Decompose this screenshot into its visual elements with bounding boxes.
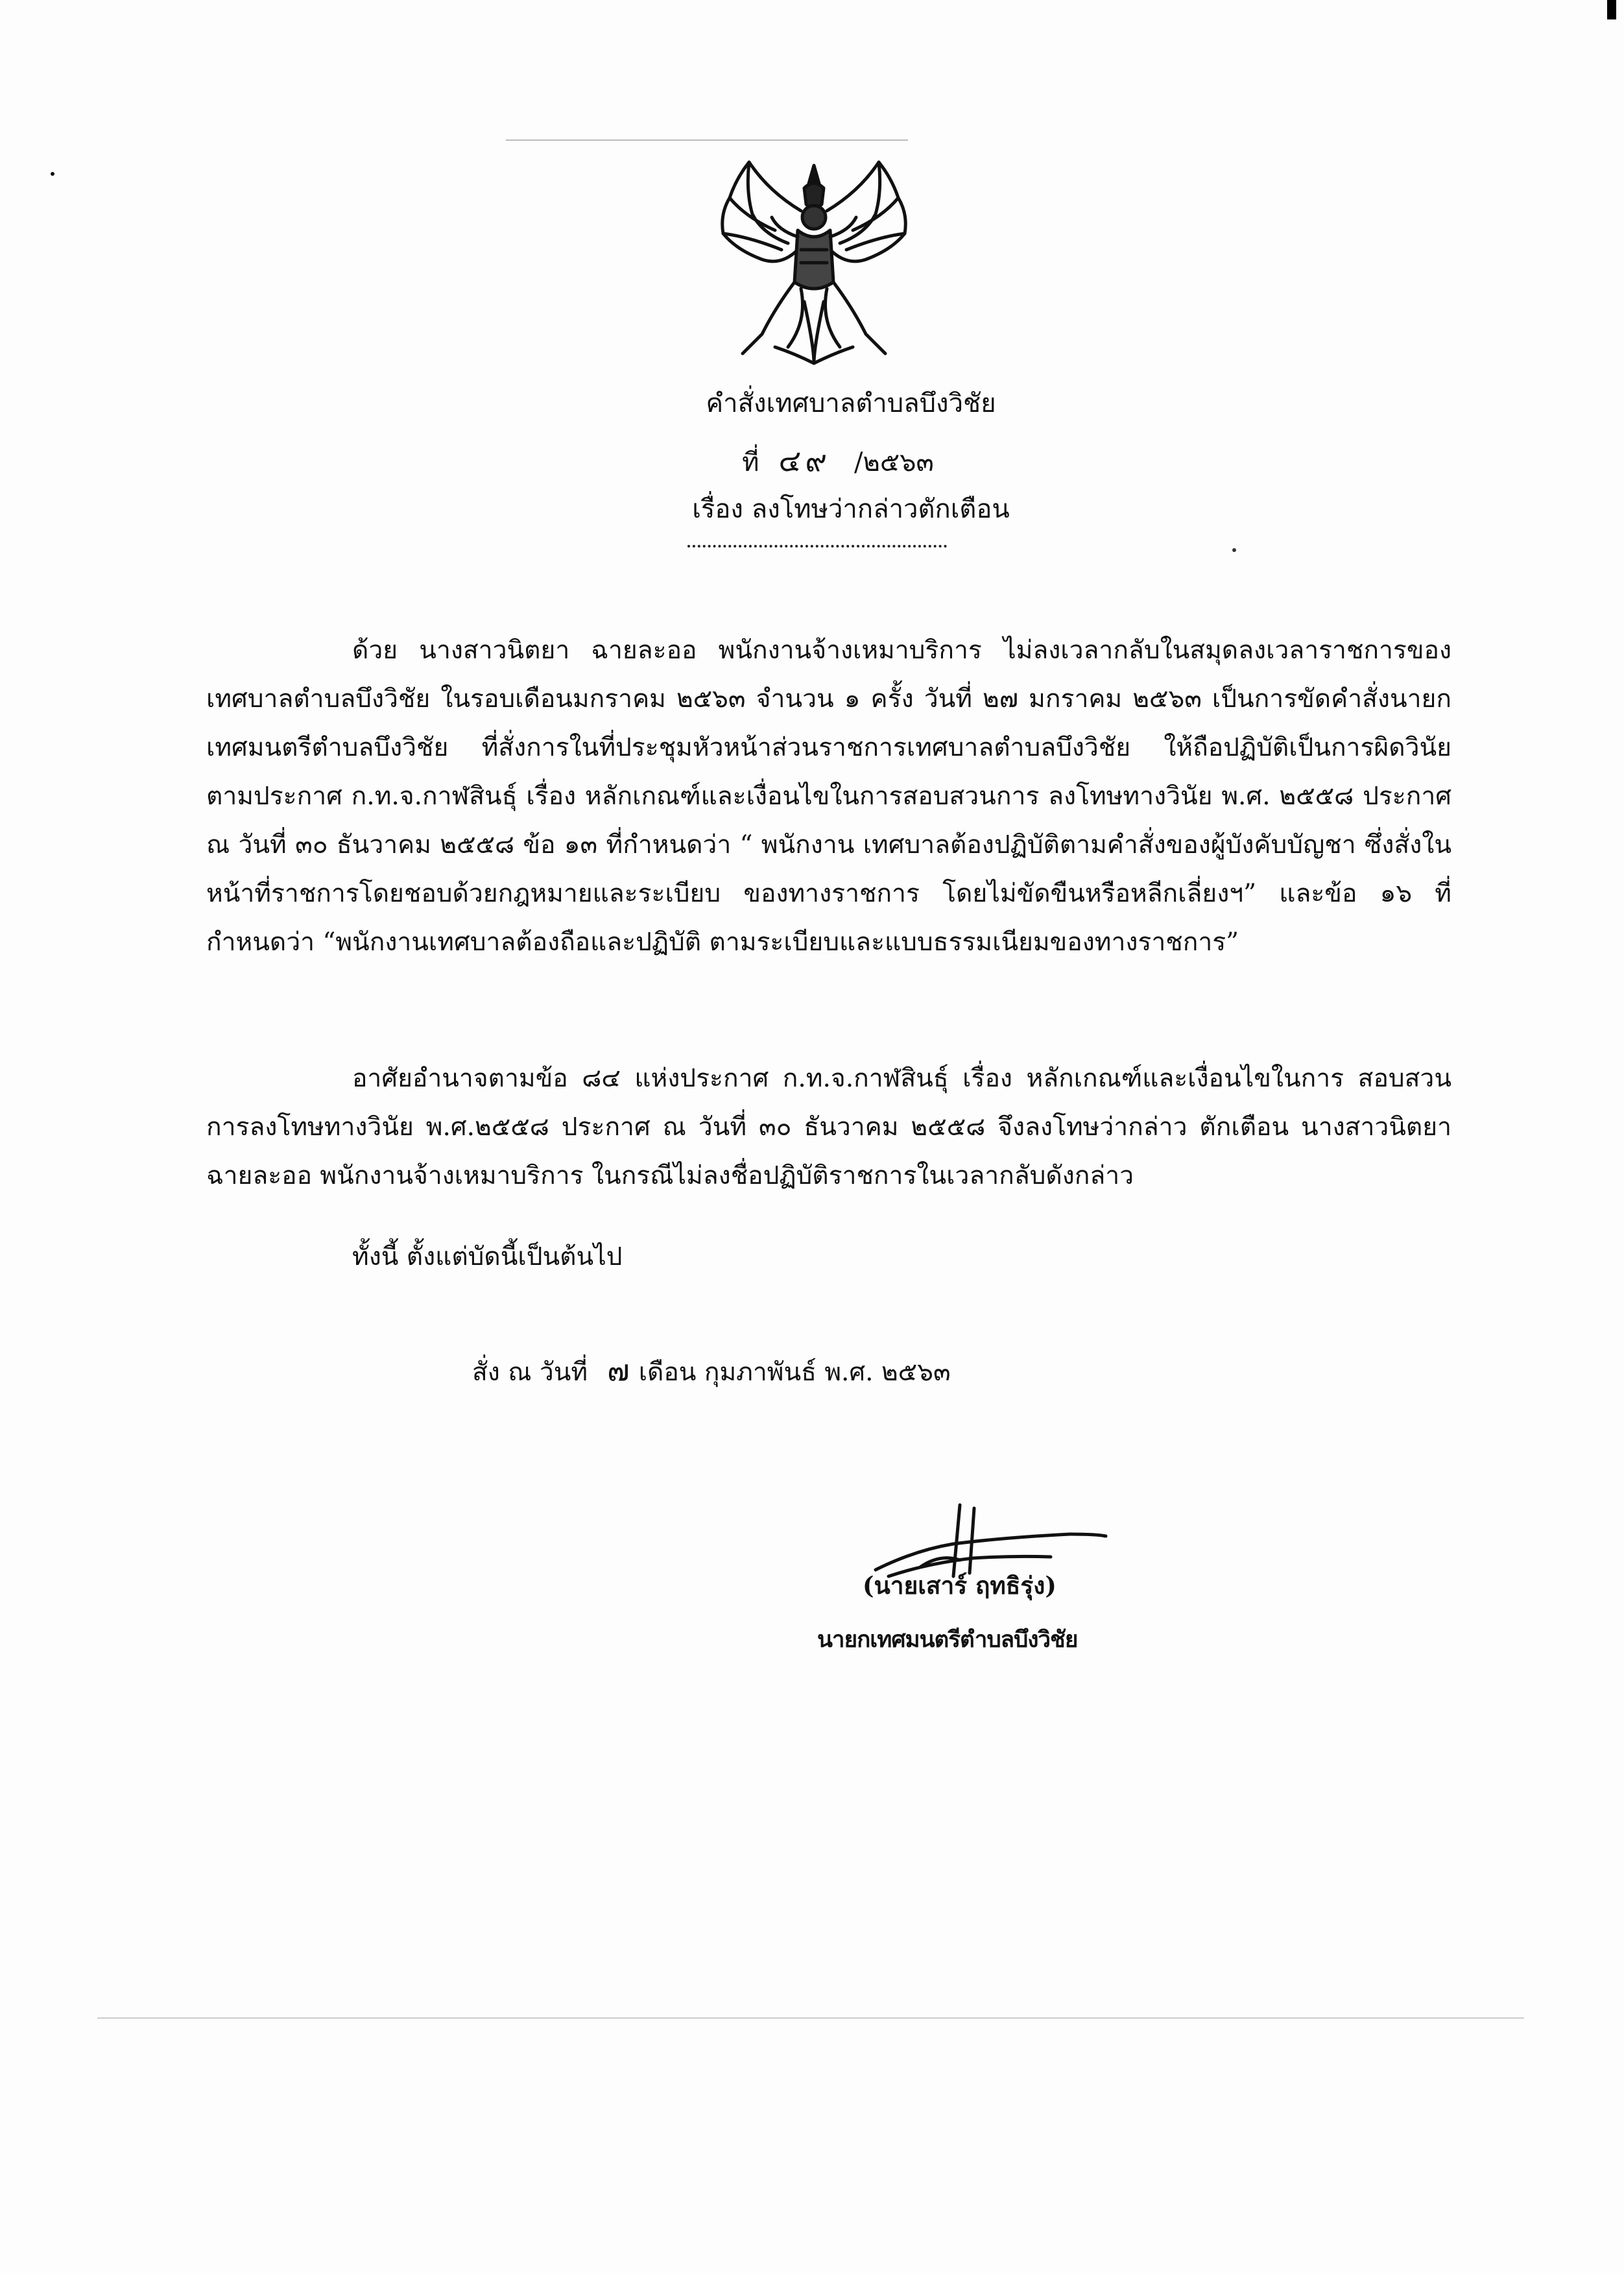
scan-line [506, 139, 908, 141]
signer-name: (นายเสาร์ ฤทธิรุ่ง) [863, 1571, 1057, 1600]
scan-speck [51, 172, 54, 176]
signer-title: นายกเทศมนตรีตำบลบึงวิชัย [817, 1626, 1078, 1653]
order-title: คำสั่งเทศบาลตำบลบึงวิชัย [706, 389, 996, 418]
order-number-prefix: ที่ [742, 448, 759, 477]
scan-speck [1232, 548, 1236, 552]
garuda-emblem [710, 152, 918, 367]
dotted-divider [687, 545, 947, 547]
order-date-suffix: เดือน กุมภาพันธ์ พ.ศ. ๒๕๖๓ [638, 1358, 951, 1387]
body-paragraph-2: อาศัยอำนาจตามข้อ ๘๔ แห่งประกาศ ก.ท.จ.กาฬสินธุ์ เรื่อง หลักเกณฑ์และเงื่อนไขในการ สอบสวนการลงโทษทางวินัย พ.ศ.๒๕๕๘ ประกาศ ณ วันที่ ๓๐ ธันวาคม ๒๕๕๘ จึงลงโทษว่ากล่าว ตักเตือน นางสาวนิตยา ฉายละออ พนักงานจ้างเหมาบริการ ในกรณีไม่ลงชื่อปฏิบัติราชการในเวลากลับดังกล่าว [206, 1064, 1451, 1190]
order-number-value: ๔๙ [778, 443, 831, 478]
order-date [472, 1346, 951, 1397]
order-number [0, 441, 1624, 482]
body-paragraph-3: ทั้งนี้ ตั้งแต่บัดนี้เป็นต้นไป [352, 1242, 623, 1271]
body-paragraph-1: ด้วย นางสาวนิตยา ฉายละออ พนักงานจ้างเหมาบริการ ไม่ลงเวลากลับในสมุดลงเวลาราชการของเทศบาลตำบลบึงวิชัย ในรอบเดือนมกราคม ๒๕๖๓ จำนวน ๑ ครั้ง วันที่ ๒๗ มกราคม ๒๕๖๓ เป็นการขัดคำสั่งนายกเทศมนตรีตำบลบึงวิชัย ที่สั่งการในที่ประชุมหัวหน้าส่วนราชการเทศบาลตำบลบึงวิชัย ให้ถือปฏิบัติเป็นการผิดวินัย ตามประกาศ ก.ท.จ.กาฬสินธุ์ เรื่อง หลักเกณฑ์และเงื่อนไขในการสอบสวนการ ลงโทษทางวินัย พ.ศ. ๒๕๕๘ ประกาศ ณ วันที่ ๓๐ ธันวาคม ๒๕๕๘ ข้อ ๑๓ ที่กำหนดว่า “ พนักงาน เทศบาลต้องปฏิบัติตามคำสั่งของผู้บังคับบัญชา ซึ่งสั่งในหน้าที่ราชการโดยชอบด้วยกฎหมายและระเบียบ ของทางราชการ โดยไม่ขัดขืนหรือหลีกเลี่ยงฯ” และข้อ ๑๖ ที่กำหนดว่า “พนักงานเทศบาลต้องถือและปฏิบัติ ตามระเบียบและแบบธรรมเนียมของทางราชการ” [206, 636, 1451, 957]
scan-edge-mark [1607, 0, 1616, 19]
order-number-year: /๒๕๖๓ [854, 448, 934, 477]
order-date-day: ๗ [607, 1353, 630, 1388]
order-subject: เรื่อง ลงโทษว่ากล่าวตักเตือน [692, 494, 1010, 524]
scan-line [97, 2017, 1524, 2019]
order-date-prefix: สั่ง ณ วันที่ [472, 1358, 588, 1387]
